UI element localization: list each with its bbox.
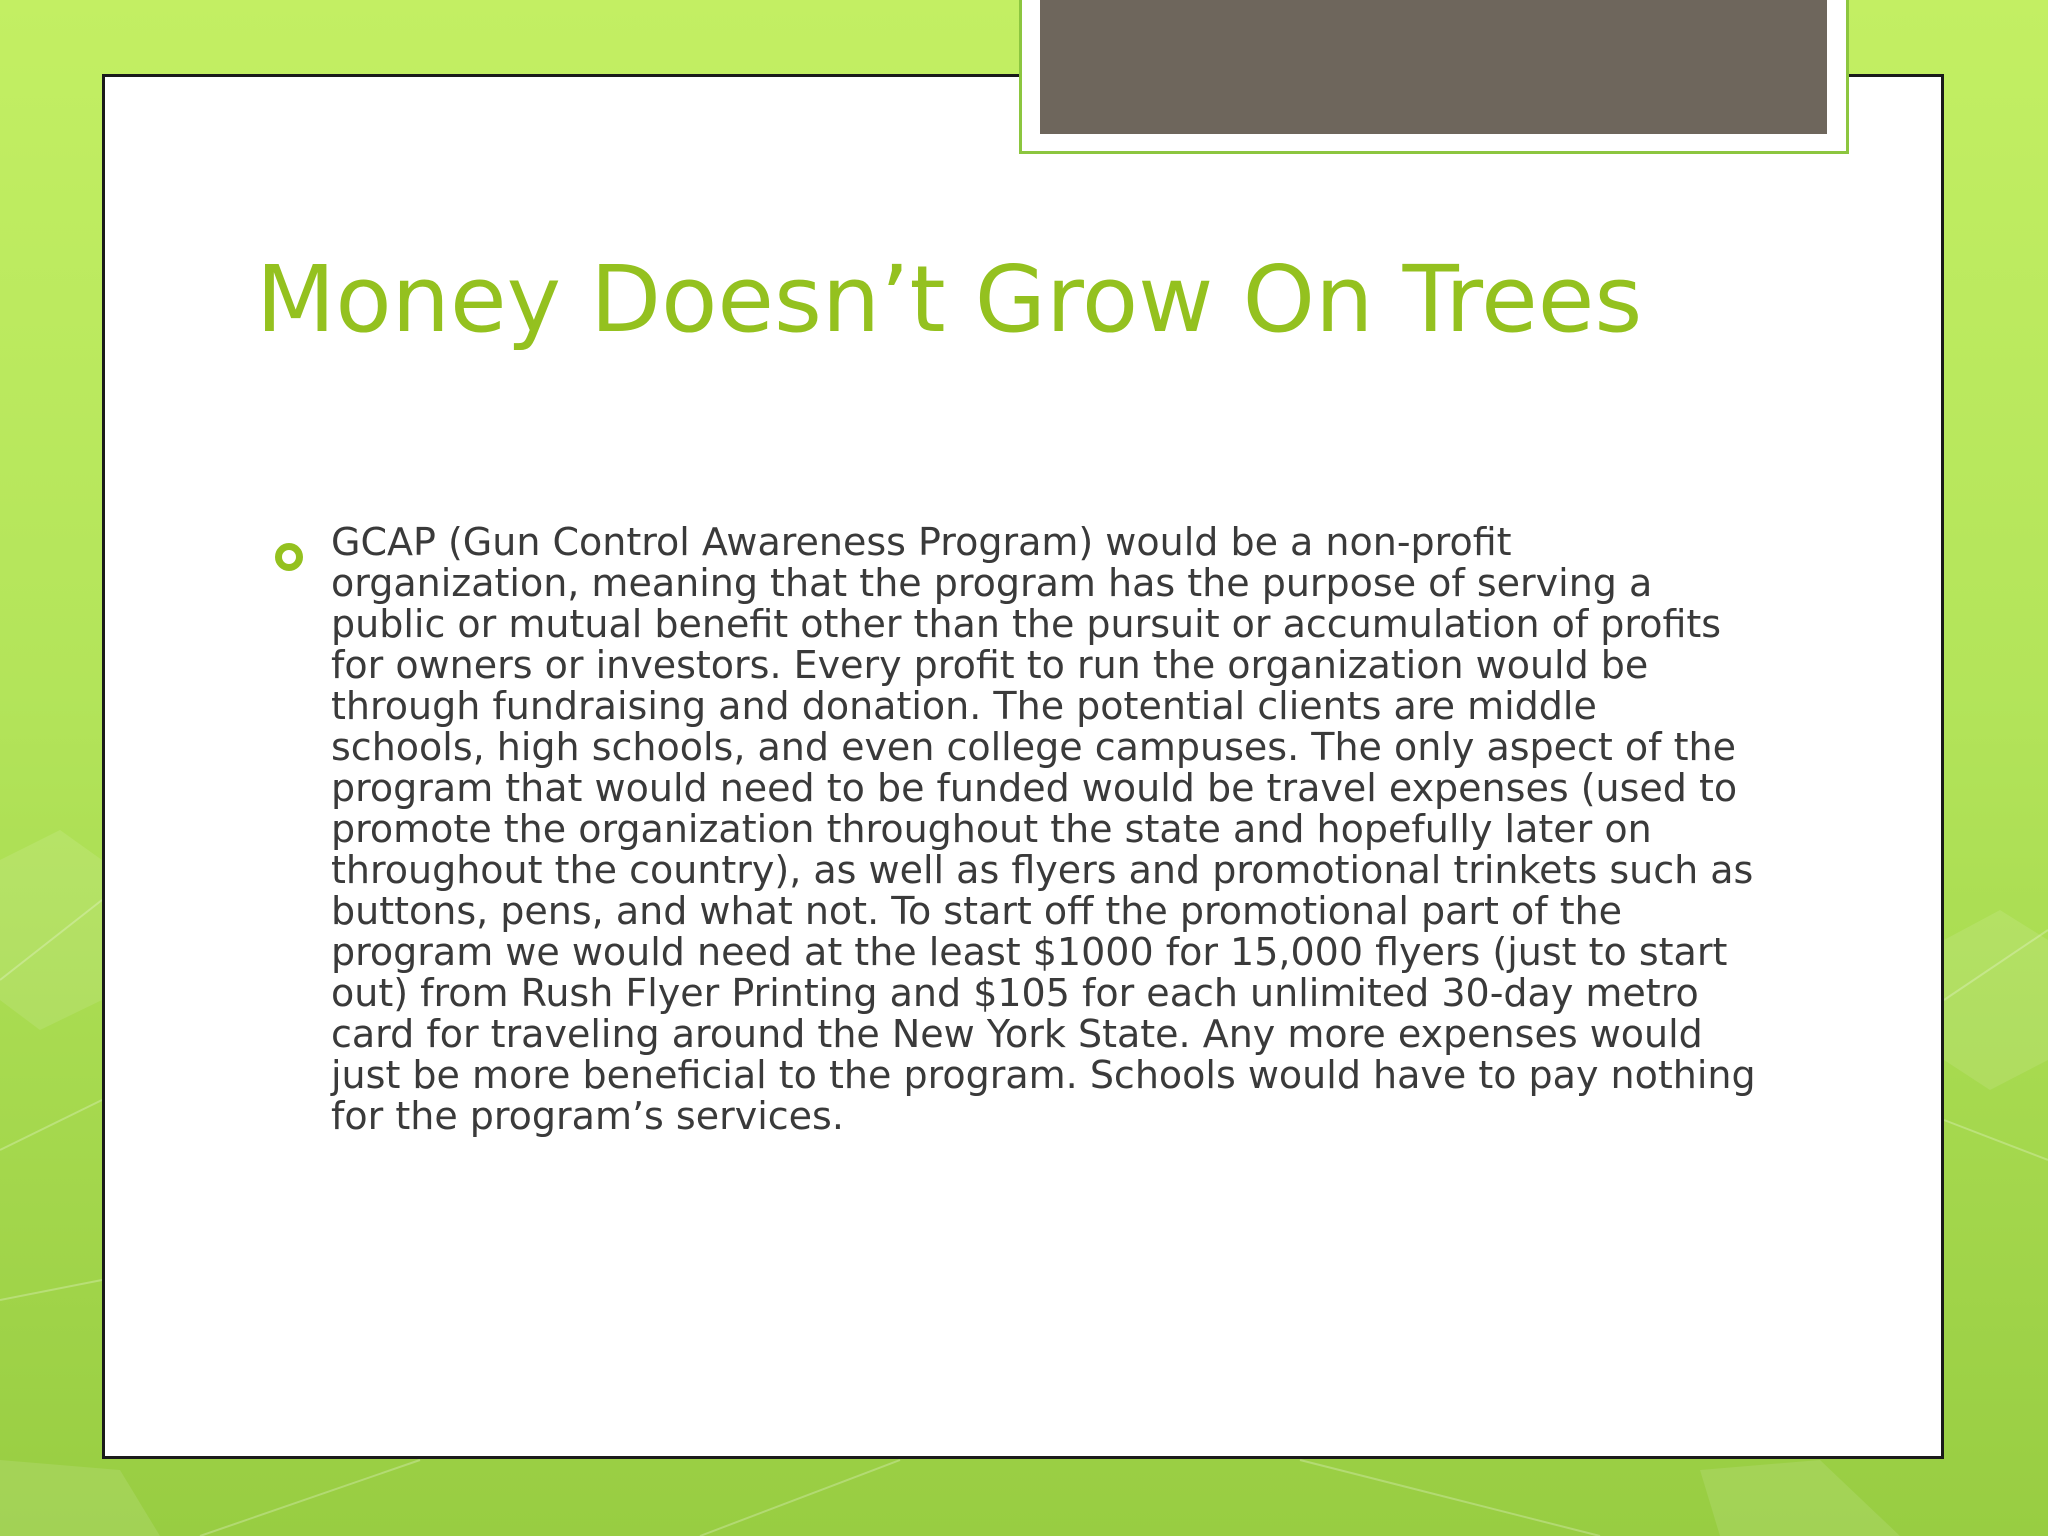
bullet-text: GCAP (Gun Control Awareness Program) would be a non-profit organization, meaning that the program has the purpose of serving a public or mutual benefit other than the pursuit or accumulation of profits for owners or investors. Every profit to run the organization would be through fundraising and donation. The potential clients are middle schools, high schools, and even college campuses. The only aspect of the program that would need to be funded would be travel expenses (used to promote the organization throughout the state and hopefully later on throughout the country), as well as flyers and promotional trinkets such as buttons, pens, and what not. To start off the promotional part of the program we would need at the least $1000 for 15,000 flyers (just to start out) from Rush Flyer Printing and $105 for each unlimited 30-day metro card for traveling around the New York State. Any more expenses would just be more beneficial to the program. Schools would have to pay nothing for the program’s services. (331, 520, 1756, 1138)
bullet-icon (275, 543, 303, 571)
slide-title: Money Doesn’t Grow On Trees (256, 246, 1643, 353)
header-tab (1040, 0, 1827, 134)
